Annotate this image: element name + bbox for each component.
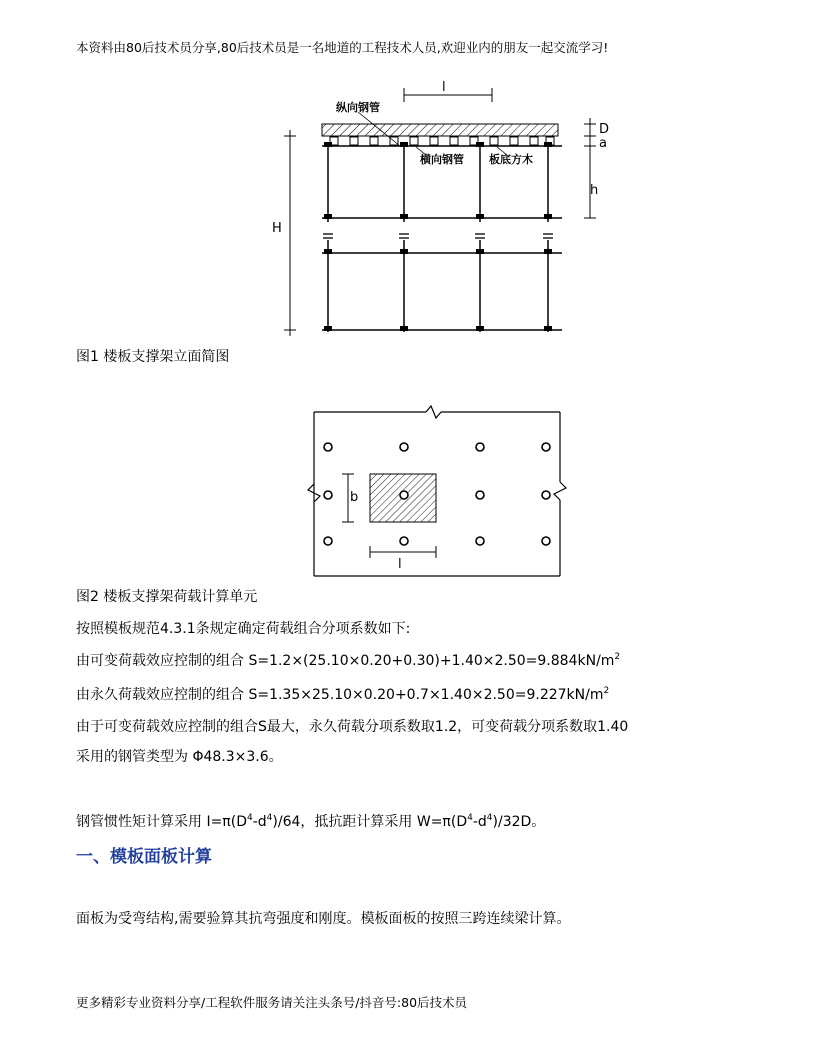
- header-note: 本资料由80后技术员分享,80后技术员是一名地道的工程技术人员,欢迎业内的朋友一起交流学习!: [76, 40, 609, 55]
- inertia-e: )/32D。: [492, 814, 546, 830]
- lower-frame: [322, 240, 562, 332]
- label-l2: l: [398, 557, 402, 572]
- slab: [322, 124, 558, 136]
- inertia-a: 钢管惯性矩计算采用 I=π(D: [76, 814, 247, 830]
- paragraph-variable-combo: [76, 650, 620, 670]
- label-D: D: [599, 122, 610, 137]
- label-b: b: [350, 490, 359, 505]
- label-transverse: 横向钢管: [420, 153, 464, 166]
- label-l: l: [442, 80, 446, 95]
- inertia-a-sup: 4: [246, 813, 253, 823]
- variable-combo-text: 由可变荷载效应控制的组合 S=1.2×(25.10×0.20+0.30)+1.40×2.50=9.884kN/m: [76, 653, 615, 669]
- inertia-d-sup: 4: [486, 813, 493, 823]
- break-marks: [323, 234, 553, 238]
- paragraph-panel-description: 面板为受弯结构,需要验算其抗弯强度和刚度。模板面板的按照三跨连续梁计算。: [76, 911, 571, 927]
- label-longitudinal: 纵向钢管: [336, 101, 380, 114]
- paragraph-tube-type: 采用的钢管类型为 Φ48.3×3.6。: [76, 749, 283, 765]
- inertia-b: -d: [252, 814, 267, 830]
- figure2-plan-diagram: [0, 398, 816, 588]
- label-H: H: [272, 221, 282, 236]
- paragraph-factor-choice: 由于可变荷载效应控制的组合S最大，永久荷载分项系数取1.2，可变荷载分项系数取1.40: [76, 719, 629, 735]
- paragraph-code-reference: 按照模板规范4.3.1条规定确定荷载组合分项系数如下:: [76, 621, 411, 637]
- permanent-combo-sup: 2: [603, 686, 610, 696]
- inertia-b-sup: 4: [266, 813, 273, 823]
- figure1-caption: 图1 楼板支撑架立面简图: [76, 349, 230, 365]
- inertia-d: -d: [472, 814, 487, 830]
- footer-note: 更多精彩专业资料分享/工程软件服务请关注头条号/抖音号:80后技术员: [76, 995, 468, 1010]
- dimension-right: [584, 118, 599, 218]
- label-h: h: [590, 183, 599, 198]
- section-heading: 一、模板面板计算: [76, 847, 212, 867]
- label-bottom-wood: 板底方木: [489, 153, 533, 166]
- figure2-caption: 图2 楼板支撑架荷载计算单元: [76, 589, 258, 605]
- variable-combo-sup: 2: [614, 652, 621, 662]
- paragraph-inertia-formula: [76, 811, 545, 831]
- bottom-wood-blocks: [330, 137, 554, 145]
- dimension-H: [284, 130, 296, 336]
- dimension-l: [404, 88, 492, 102]
- inertia-c: )/64，抵抗距计算采用 W=π(D: [272, 814, 468, 830]
- paragraph-permanent-combo: [76, 684, 609, 704]
- label-a: a: [599, 136, 607, 151]
- inertia-c-sup: 4: [467, 813, 473, 823]
- figure1-elevation-diagram: [0, 0, 816, 345]
- permanent-combo-text: 由永久荷载效应控制的组合 S=1.35×25.10×0.20+0.7×1.40×2.50=9.227kN/m: [76, 687, 604, 703]
